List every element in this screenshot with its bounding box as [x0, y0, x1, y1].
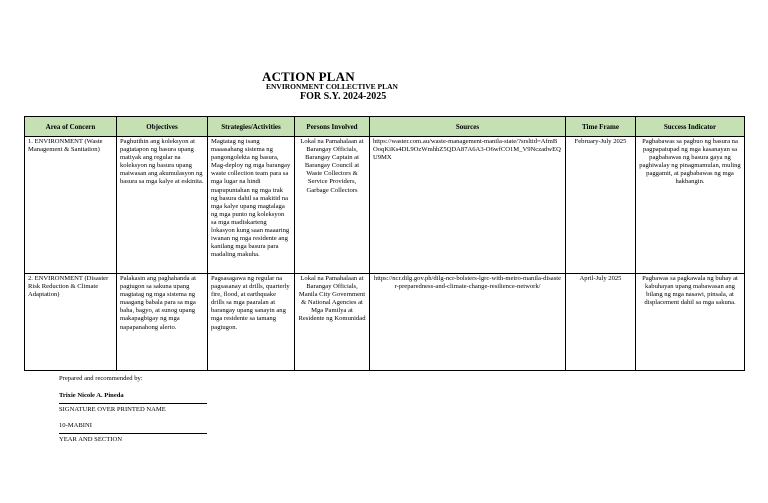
objectives-cell: Paghutihin ang koleksyon at pagtatapon ng basura upang matiyak ang regular na koleksyon ng basura upang maiwasan ang akumulasyon ng basura sa mga kalye at eskinita. — [117, 137, 208, 274]
action-plan-table — [24, 116, 745, 371]
column-header: Success Indicator — [636, 117, 745, 137]
strategies-cell: Pagsasagawa ng regular na pagsasanay at drills, quarterly fire, flood, at earthquake drills sa mga paaralan at barangay upang sanayin ang mga residente sa tamang pagtugon. — [208, 274, 295, 371]
column-header: Persons Involved — [295, 117, 370, 137]
column-header: Time Frame — [566, 117, 636, 137]
signature-label: SIGNATURE OVER PRINTED NAME — [59, 406, 166, 413]
table-row — [25, 137, 745, 274]
persons-cell: Lokal na Pamahalaan at Barangay Officials, Manila City Government & National Agencies at Mga Pamilya at Residente ng Komunidad — [295, 274, 370, 371]
strategies-cell: Magtatag ng isang maaasahang sistema ng pangongolekta ng basura, Mag-deploy ng mga barangay waste collection team para sa mga lugar na hindi mapupuntahan ng mga trak ng basura dahil sa makitid na mga kalye upang magtalaga ng mga punto ng koleksyon sa mga madiskarteng lokasyon kung saan maaaring iwanan ng mga residente ang kanilang mga basura para madaling makuha. — [208, 137, 295, 274]
column-header: Sources — [370, 117, 566, 137]
page-title: ACTION PLAN — [262, 69, 355, 84]
school-year: FOR S.Y. 2024-2025 — [300, 91, 387, 102]
timeframe-cell: April-July 2025 — [566, 274, 636, 371]
column-header: Objectives — [117, 117, 208, 137]
section-label: YEAR AND SECTION — [59, 436, 123, 443]
timeframe-cell: February-July 2025 — [566, 137, 636, 274]
preparer-name: Trixie Nicole A. Pineda — [59, 392, 124, 399]
prepared-by-label: Prepared and recommended by: — [59, 375, 143, 382]
page-subtitle: ENVIRONMENT COLLECTIVE PLAN — [266, 82, 398, 91]
header — [262, 70, 398, 102]
objectives-cell: Palakasin ang paghahanda at pagtugon sa sakuna upang magtatag ng mga sistema ng maagang babala para sa mga baha, bagyo, at sunog upang makapagbigay ng mga napapanahong alerto. — [117, 274, 208, 371]
indicator-cell: Pagbabawas sa pagbuo ng basura na pagpapatupad ng mga kasanayan sa pagbabawas ng basura gaya ng paghiwalay ng pinagmamulan, muling paggamit, at pagbabawas ng mga hakbangin. — [636, 137, 745, 274]
indicator-cell: Pagbawas sa pagkawala ng buhay at kabuhayan upang mabawasan ang bilang ng mga nasawi, pinsala, at displacement dahil sa mga sakuna. — [636, 274, 745, 371]
persons-cell: Lokal na Pamahalaan at Barangay Officials, Barangay Captain at Barangay Council at Waste Collectors & Service Providers, Garbage Collectors — [295, 137, 370, 274]
section-value: 10-MABINI — [59, 422, 92, 429]
sources-link[interactable]: https://ncr.dilg.gov.ph/dilg-ncr-bolsters-lgrc-with-metro-manila-disaster-preparedness-and-climate-change-resilience-network/ — [370, 274, 566, 371]
table-header-row — [25, 117, 745, 137]
table-row — [25, 274, 745, 371]
signature-line — [59, 403, 207, 404]
column-header: Area of Concern — [25, 117, 117, 137]
area-cell: 2. ENVIRONMENT (Disaster Risk Reduction & Climate Adaptation) — [25, 274, 117, 371]
area-cell: 1. ENVIRONMENT (Waste Management & Sanitation) — [25, 137, 117, 274]
sources-link[interactable]: https://waster.com.au/waste-management-manila-state/?srsltid=AfmBOoqKiKs4DL9OzWmhhZ5QDA87A6A3-O6wfCO1M_V9NczadwEQU9MX — [370, 137, 566, 274]
section-line — [59, 433, 207, 434]
column-header: Strategies/Activities — [208, 117, 295, 137]
